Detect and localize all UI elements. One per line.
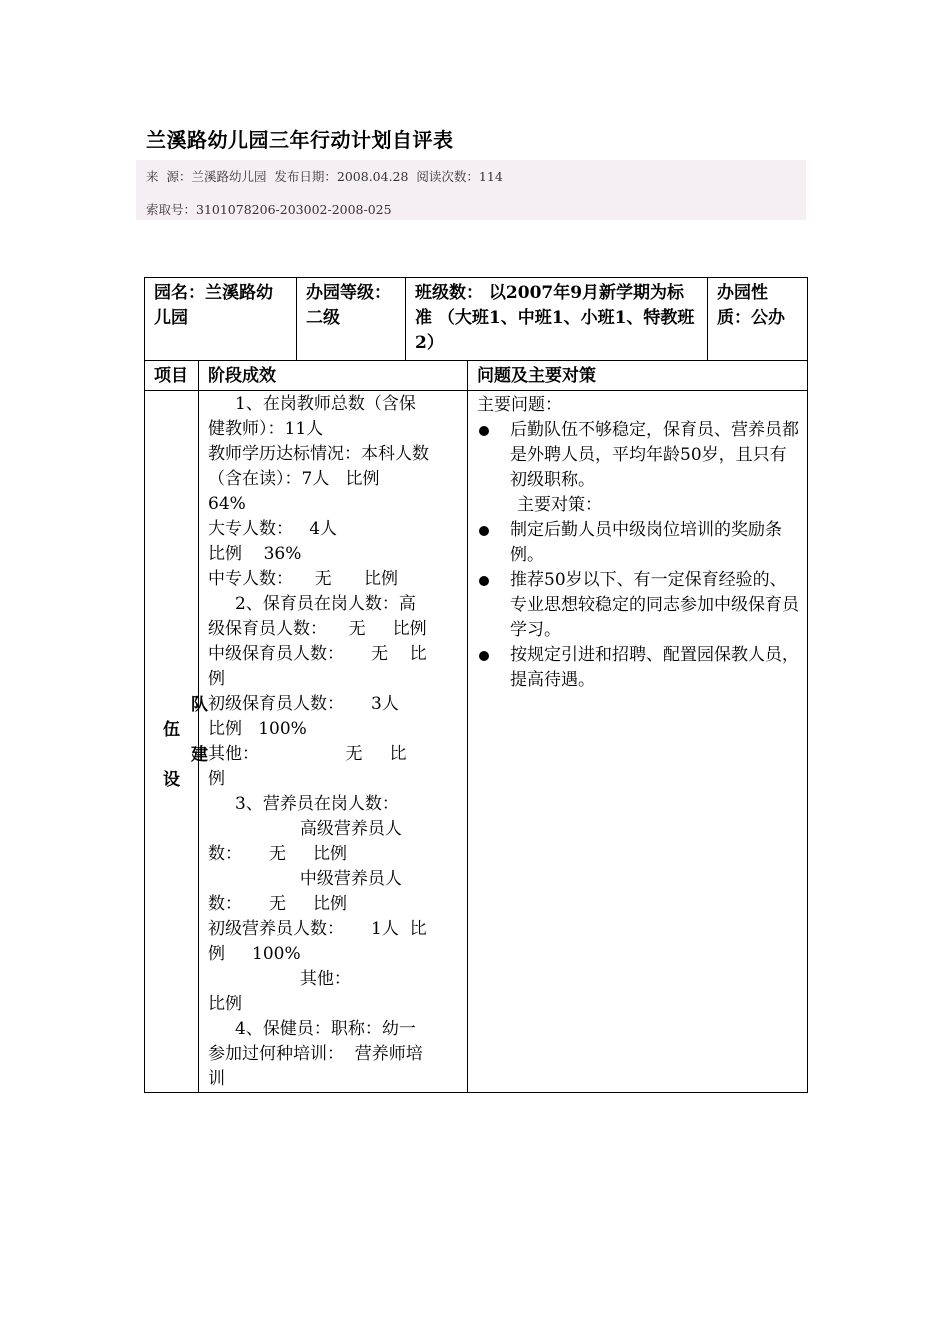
results-line: 大专人数： 4人 [208,519,338,539]
row-label-team-building [145,391,208,1093]
issues-cell [468,391,808,1093]
results-line: 健教师）：11人 [208,419,324,439]
page-title: 兰溪路幼儿园三年行动计划自评表 [146,128,454,152]
results-line: 参加过何种培训： 营养师培 [208,1044,423,1064]
row-label-char: 伍 [163,720,180,740]
results-line: 比例 100% [208,719,307,739]
results-line: （含在读）：7人 比例 [208,469,380,489]
measure-item: 按规定引进和招聘、配置园保教人员，提高待遇。 [477,643,799,693]
results-line: 训 [208,1069,225,1089]
results-line: 数： 无 比例 [208,894,348,914]
column-header-row [145,361,808,391]
results-line: 初级营养员人数： 1人 比 [208,919,427,939]
results-line: 中级保育员人数： 无 比 [208,644,427,664]
school-name-cell: 园名：兰溪路幼儿园 [145,278,297,361]
results-line: 其他： [208,969,351,989]
results-line: 1、在岗教师总数（含保 [208,394,416,414]
measure-item: 推荐50岁以下、有一定保育经验的、专业思想较稳定的同志参加中级保育员学习。 [477,568,799,643]
class-count-cell: 班级数： 以2007年9月新学期为标准 （大班1、中班1、小班1、特教班2） [406,278,708,361]
results-line: 高级营养员人 [208,819,402,839]
measure-item: 制定后勤人员中级岗位培训的奖励条例。 [477,518,799,568]
results-line: 例 [208,769,225,789]
measures-label: 主要对策： [517,495,602,515]
issues-header: 问题及主要对策 [468,361,808,391]
self-evaluation-table [144,277,808,1093]
results-line: 初级保育员人数： 3人 [208,694,399,714]
article-meta [136,160,806,220]
results-cell [199,391,468,1093]
school-level-cell: 办园等级：二级 [297,278,406,361]
item-header: 项目 [145,361,199,391]
results-line: 例 [208,669,225,689]
results-line: 中专人数： 无 比例 [208,569,399,589]
source-date-views: 来 源：兰溪路幼儿园 发布日期：2008.04.28 阅读次数：114 [146,169,503,184]
results-line: 级保育员人数： 无 比例 [208,619,427,639]
table-header-row [145,278,808,361]
results-header: 阶段成效 [199,361,468,391]
table-row [145,391,808,1093]
school-nature-cell: 办园性质：公办 [708,278,808,361]
results-line: 64% [208,494,246,514]
results-line: 中级营养员人 [208,869,402,889]
problems-label: 主要问题： [477,395,562,415]
results-line: 数： 无 比例 [208,844,348,864]
index-number: 索取号：3101078206-203002-2008-025 [146,202,392,217]
row-label-char: 设 [163,770,180,790]
results-line: 4、保健员：职称：幼一 [208,1019,416,1039]
results-line: 2、保育员在岗人数：高 [208,594,416,614]
row-label-char: 队 [191,695,208,715]
problem-item: 后勤队伍不够稳定，保育员、营养员都是外聘人员，平均年龄50岁，且只有初级职称。 [477,418,799,493]
results-line: 比例 [208,994,242,1014]
results-line: 其他： 无 比 [208,744,407,764]
results-line: 比例 36% [208,544,302,564]
results-line: 例 100% [208,944,301,964]
results-line: 教师学历达标情况：本科人数 [208,444,429,464]
row-label-char: 建 [191,745,208,765]
results-line: 3、营养员在岗人数： [208,794,399,814]
